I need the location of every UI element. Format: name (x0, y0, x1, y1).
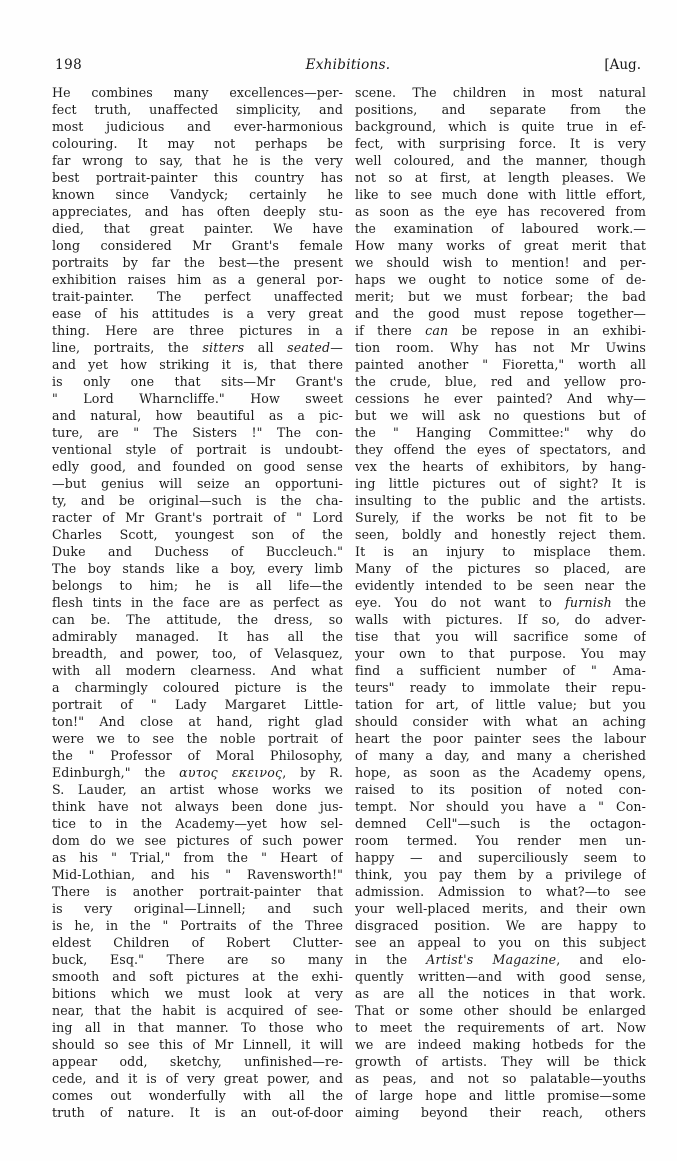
text-line: portrait of " Lady Margaret Little- (52, 697, 343, 712)
text-line: and natural, how beautiful as a pic- (52, 408, 343, 423)
text-line: There is another portrait-painter that (52, 884, 343, 899)
text-line: in the Artist's Magazine, and elo- (355, 952, 646, 967)
text-line: cede, and it is of very great power, and (52, 1071, 343, 1086)
text-line: That or some other should be enlarged (355, 1003, 646, 1018)
text-line: fect, with surprising force. It is very (355, 136, 646, 151)
text-line: buck, Esq." There are so many (52, 952, 343, 967)
text-line: if there can be repose in an exhibi- (355, 323, 646, 338)
text-line: scene. The children in most natural (355, 85, 646, 100)
text-line: and yet how striking it is, that there (52, 357, 343, 372)
text-line: Surely, if the works be not fit to be (355, 510, 646, 525)
text-line: cessions he ever painted? And why— (355, 391, 646, 406)
text-line: haps we ought to notice some of de- (355, 272, 646, 287)
text-line: as are all the notices in that work. (355, 986, 646, 1001)
text-line: most judicious and ever-harmonious (52, 119, 343, 134)
text-line: ton!" And close at hand, right glad (52, 714, 343, 729)
text-line: He combines many excellences—per- (52, 85, 343, 100)
text-line: of many a day, and many a cherished (355, 748, 646, 763)
text-line: merit; but we must forbear; the bad (355, 289, 646, 304)
text-line: S. Lauder, an artist whose works we (52, 782, 343, 797)
text-line: we should wish to mention! and per- (355, 255, 646, 270)
text-line: the " Hanging Committee:" why do (355, 425, 646, 440)
issue-label: [Aug. (604, 57, 641, 73)
text-line: is only one that sits—Mr Grant's (52, 374, 343, 389)
running-title: Exhibitions. (305, 57, 391, 73)
right-column (355, 84, 646, 1121)
text-line: line, portraits, the sitters all seated— (52, 340, 343, 355)
text-line: ing little pictures out of sight? It is (355, 476, 646, 491)
text-line: tempt. Nor should you have a " Con- (355, 799, 646, 814)
text-line: evidently intended to be seen near the (355, 578, 646, 593)
text-line: happy — and superciliously seem to (355, 850, 646, 865)
text-line: exhibition raises him as a general por- (52, 272, 343, 287)
text-line: a charmingly coloured picture is the (52, 680, 343, 695)
left-column (52, 84, 343, 1121)
text-line: ventional style of portrait is undoubt- (52, 442, 343, 457)
text-line: near, that the habit is acquired of see- (52, 1003, 343, 1018)
text-line: appear odd, sketchy, unfinished—re- (52, 1054, 343, 1069)
text-line: Mid-Lothian, and his " Ravensworth!" (52, 867, 343, 882)
text-line: can be. The attitude, the dress, so (52, 612, 343, 627)
text-line: appreciates, and has often deeply stu- (52, 204, 343, 219)
text-line: as soon as the eye has recovered from (355, 204, 646, 219)
text-line: your own to that purpose. You may (355, 646, 646, 661)
text-line: far wrong to say, that he is the very (52, 153, 343, 168)
text-line: not so at first, at length pleases. We (355, 170, 646, 185)
text-line: think have not always been done jus- (52, 799, 343, 814)
text-line: comes out wonderfully with all the (52, 1088, 343, 1103)
text-line: eldest Children of Robert Clutter- (52, 935, 343, 950)
text-line: of large hope and little promise—some (355, 1088, 646, 1103)
text-line: ing all in that manner. To those who (52, 1020, 343, 1035)
text-line: admission. Admission to what?—to see (355, 884, 646, 899)
text-line: tice to in the Academy—yet how sel- (52, 816, 343, 831)
text-line: growth of artists. They will be thick (355, 1054, 646, 1069)
text-line: Many of the pictures so placed, are (355, 561, 646, 576)
text-line: Charles Scott, youngest son of the (52, 527, 343, 542)
text-line: seen, boldly and honestly reject them. (355, 527, 646, 542)
text-line: aiming beyond their reach, others (355, 1105, 646, 1120)
text-line: ture, are " The Sisters !" The con- (52, 425, 343, 440)
text-line: admirably managed. It has all the (52, 629, 343, 644)
text-line: positions, and separate from the (355, 102, 646, 117)
text-line: truth of nature. It is an out-of-door (52, 1105, 343, 1120)
text-line: think, you pay them by a privilege of (355, 867, 646, 882)
text-line: smooth and soft pictures at the exhi- (52, 969, 343, 984)
text-line: thing. Here are three pictures in a (52, 323, 343, 338)
page-number: 198 (55, 57, 83, 73)
text-line: ty, and be original—such is the cha- (52, 493, 343, 508)
text-line: fect truth, unaffected simplicity, and (52, 102, 343, 117)
text-line: colouring. It may not perhaps be (52, 136, 343, 151)
text-line: insulting to the public and the artists. (355, 493, 646, 508)
text-line: well coloured, and the manner, though (355, 153, 646, 168)
text-line: hope, as soon as the Academy opens, (355, 765, 646, 780)
text-line: see an appeal to you on this subject (355, 935, 646, 950)
text-line: ease of his attitudes is a very great (52, 306, 343, 321)
text-line: dom do we see pictures of such power (52, 833, 343, 848)
text-line: racter of Mr Grant's portrait of " Lord (52, 510, 343, 525)
text-line: were we to see the noble portrait of (52, 731, 343, 746)
text-line: best portrait-painter this country has (52, 170, 343, 185)
text-line: is he, in the " Portraits of the Three (52, 918, 343, 933)
text-line: we are indeed making hotbeds for the (355, 1037, 646, 1052)
text-line: raised to its position of noted con- (355, 782, 646, 797)
text-line: and the good must repose together— (355, 306, 646, 321)
text-line: background, which is quite true in ef- (355, 119, 646, 134)
text-line: Edinburgh," the αυτος εκεινος, by R. (52, 765, 343, 780)
text-line: died, that great painter. We have (52, 221, 343, 236)
page-header (55, 57, 641, 73)
text-line: find a sufficient number of " Ama- (355, 663, 646, 678)
text-line: " Lord Wharncliffe." How sweet (52, 391, 343, 406)
text-line: flesh tints in the face are as perfect as (52, 595, 343, 610)
text-line: is very original—Linnell; and such (52, 901, 343, 916)
text-line: the " Professor of Moral Philosophy, (52, 748, 343, 763)
text-line: How many works of great merit that (355, 238, 646, 253)
text-line: to meet the requirements of art. Now (355, 1020, 646, 1035)
text-line: quently written—and with good sense, (355, 969, 646, 984)
text-line: with all modern clearness. And what (52, 663, 343, 678)
text-line: eye. You do not want to furnish the (355, 595, 646, 610)
text-line: but we will ask no questions but of (355, 408, 646, 423)
text-line: your well-placed merits, and their own (355, 901, 646, 916)
text-line: like to see much done with little effort, (355, 187, 646, 202)
text-line: disgraced position. We are happy to (355, 918, 646, 933)
text-line: as peas, and not so palatable—youths (355, 1071, 646, 1086)
text-line: tion room. Why has not Mr Uwins (355, 340, 646, 355)
text-line: The boy stands like a boy, every limb (52, 561, 343, 576)
text-line: should consider with what an aching (355, 714, 646, 729)
text-line: It is an injury to misplace them. (355, 544, 646, 559)
text-line: tise that you will sacrifice some of (355, 629, 646, 644)
text-line: tation for art, of little value; but you (355, 697, 646, 712)
text-line: belongs to him; he is all life—the (52, 578, 343, 593)
text-columns (52, 84, 646, 1121)
text-line: long considered Mr Grant's female (52, 238, 343, 253)
text-line: as his " Trial," from the " Heart of (52, 850, 343, 865)
text-line: Duke and Duchess of Buccleuch." (52, 544, 343, 559)
text-line: the crude, blue, red and yellow pro- (355, 374, 646, 389)
text-line: demned Cell"—such is the octagon- (355, 816, 646, 831)
text-line: trait-painter. The perfect unaffected (52, 289, 343, 304)
text-line: edly good, and founded on good sense (52, 459, 343, 474)
text-line: should so see this of Mr Linnell, it will (52, 1037, 343, 1052)
text-line: breadth, and power, too, of Velasquez, (52, 646, 343, 661)
text-line: they offend the eyes of spectators, and (355, 442, 646, 457)
text-line: room termed. You render men un- (355, 833, 646, 848)
text-line: the examination of laboured work.— (355, 221, 646, 236)
text-line: —but genius will seize an opportuni- (52, 476, 343, 491)
text-line: known since Vandyck; certainly he (52, 187, 343, 202)
text-line: teurs" ready to immolate their repu- (355, 680, 646, 695)
text-line: painted another " Fioretta," worth all (355, 357, 646, 372)
text-line: vex the hearts of exhibitors, by hang- (355, 459, 646, 474)
text-line: walls with pictures. If so, do adver- (355, 612, 646, 627)
text-line: heart the poor painter sees the labour (355, 731, 646, 746)
text-line: bitions which we must look at very (52, 986, 343, 1001)
text-line: portraits by far the best—the present (52, 255, 343, 270)
